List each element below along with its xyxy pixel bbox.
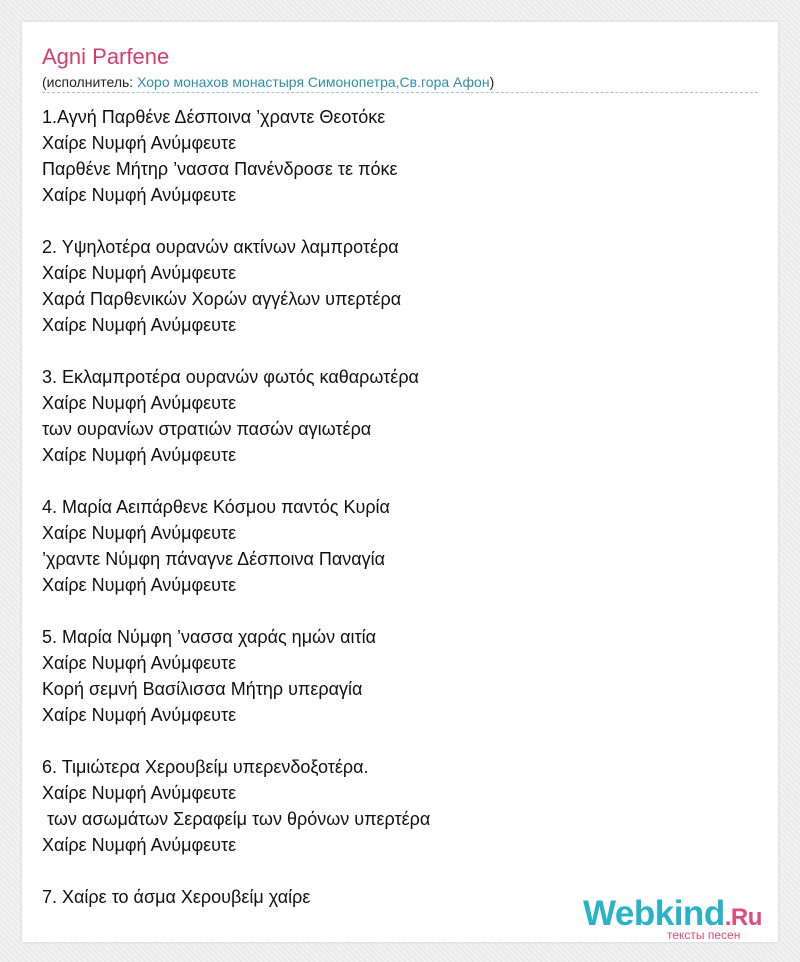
logo-main-text: Webkind [583,894,725,933]
lyric-line: Χαίρε Νυμφή Ανύμφευτε [42,523,237,543]
artist-suffix: ) [489,74,495,90]
lyric-line: 6. Τιμιώτερα Χερουβείμ υπερενδοξοτέρα. [42,757,369,777]
lyric-line: 5. Μαρία Νύμφη ’νασσα χαράς ημών αιτία [42,627,377,647]
lyric-line: ’χραντε Νύμφη πάναγνε Δέσποινα Παναγία [42,549,386,569]
lyric-line [42,338,758,364]
artist-prefix: (исполнитель: [42,74,138,90]
lyric-line [42,208,758,234]
lyric-line: Χαίρε Νυμφή Ανύμφευτε [42,185,237,205]
song-title: Agni Parfene [42,44,170,69]
lyric-line: 7. Χαίρε το άσμα Χερουβείμ χαίρε [42,887,311,907]
lyric-line: 4. Μαρία Αειπάρθενε Κόσμου παντός Κυρία [42,497,390,517]
artist-link[interactable]: Хоро монахов монастыря Симонопетра,Св.гора Афон [137,74,490,90]
lyric-line [42,728,758,754]
lyric-line: Χαίρε Νυμφή Ανύμφευτε [42,575,237,595]
artist-line [42,73,758,93]
lyric-line: Παρθένε Μήτηρ ’νασσα Πανένδροσε τε πόκε [42,159,398,179]
lyric-line: Χαίρε Νυμφή Ανύμφευτε [42,263,237,283]
lyrics-card [22,22,778,942]
lyric-line: Χαίρε Νυμφή Ανύμφευτε [42,835,237,855]
lyric-line: 2. Υψηλοτέρα ουρανών ακτίνων λαμπροτέρα [42,237,399,257]
lyric-line [42,858,758,884]
lyric-line: 1.Αγνή Παρθένε Δέσποινα ’χραντε Θεοτόκε [42,107,386,127]
lyrics-body [42,104,758,910]
lyric-line: των ασωμάτων Σεραφείμ των θρόνων υπερτέρα [42,809,431,829]
logo-tagline: тексты песен [667,928,741,942]
lyric-line: των ουρανίων στρατιών πασών αγιωτέρα [42,419,372,439]
site-logo[interactable] [583,894,783,944]
lyric-line: Χαίρε Νυμφή Ανύμφευτε [42,393,237,413]
lyric-line: 3. Εκλαμπροτέρα ουρανών φωτός καθαρωτέρα [42,367,419,387]
lyric-line: Χαίρε Νυμφή Ανύμφευτε [42,783,237,803]
lyric-line [42,598,758,624]
lyric-line: Χαίρε Νυμφή Ανύμφευτε [42,315,237,335]
lyric-line: Χαίρε Νυμφή Ανύμφευτε [42,445,237,465]
lyric-line [42,468,758,494]
lyric-line: Χαίρε Νυμφή Ανύμφευτε [42,653,237,673]
logo-tld: .Ru [724,904,762,931]
lyric-line: Κορή σεμνή Βασίλισσα Μήτηρ υπεραγία [42,679,363,699]
lyric-line: Χαρά Παρθενικών Χορών αγγέλων υπερτέρα [42,289,402,309]
lyric-line: Χαίρε Νυμφή Ανύμφευτε [42,705,237,725]
lyric-line: Χαίρε Νυμφή Ανύμφευτε [42,133,237,153]
